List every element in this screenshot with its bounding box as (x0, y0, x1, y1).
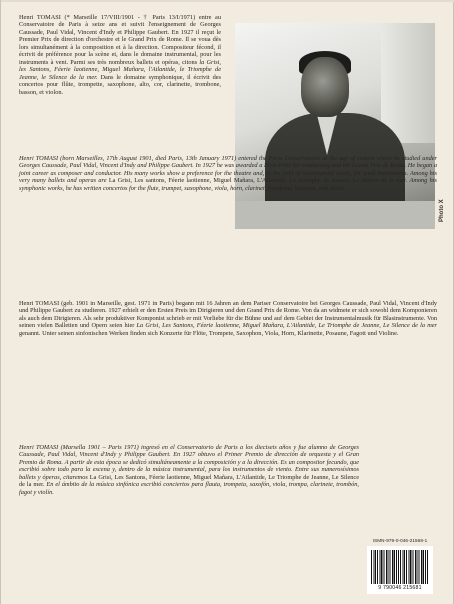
barcode-number: 9 790046 215681 (378, 585, 422, 591)
composer-photo (235, 23, 435, 229)
photo-figure-head (301, 57, 349, 117)
bio-spanish-text: Henri TOMASI (Marsella 1901 – Paris 1971) ingresó en el Conservatorio de Paris a los dieciseis años y fue alumno de Georges Caussade, Paul Vidal, Vincent d'Indy y Philippe Gaubert. En 1927 obtuvo el Primer Premio de dirección de orquesta y el Gran Premio de Roma. A partir de esta época se dedicó simultáneamente a la composición y a la dirección. Es un compositor fecundo, que escribió sobre todo para la escena y, dentro de la música instrumental, para los instrumentos de viento. Entre sus numerosísimos ballets y óperas, citaremos (19, 444, 359, 481)
bio-german-works: La Grisi, Les Santons, Féerie laotienne, Miguel Mañara, L'Atlantide, Le Triomphe de Jeanne, Le Silence de la mer (136, 322, 437, 330)
bio-spanish-text-end: En el ámbito de la música sinfónica escribió conciertos para flauta, trompeta, saxofón, viola, trompa, clarinete, trombón, fagot y violín. (19, 481, 359, 496)
bio-english-text: Henri TOMASI (born Marseilles, 17th August 1901, died Paris, 13th January 1971) entered the Paris Conservatoire at the age of sixteen where he studied under Georges Caussade, Paul Vidal, Vincent d'Indy and Philippe Gaubert. In 1927 he was awarded a First Prize for conducting and the Grand Prix de Rome. He began a joint career as composer and conductor. His many works show a preference for the theatre and, in the field of instrumental music, for wind instruments. Among his very many ballets and operas are (19, 155, 437, 185)
top-edge (1, 0, 454, 2)
bio-french-text-end: Dans le domaine symphonique, il écrivit des concertos pour flûte, trompette, saxophone, alto, cor, clarinette, trombone, basson, et violon. (19, 73, 221, 96)
photo-shelf (381, 23, 435, 143)
ismn-label: ISMN-979-0-046-21568-1 (372, 538, 428, 543)
barcode-icon (371, 550, 429, 584)
bio-german-text-end: genannt. Unter seinen sinfonischen Werken finden sich Konzerte für Flöte, Trompete, Saxophon, Viola, Horn, Klarinette, Posaune, Fagott und Violine. (19, 329, 399, 337)
photo-desk (235, 201, 435, 229)
bio-english-text-end: Among his symphonic works, he has written concertos for the flute, trumpet, saxophone, viola, horn, clarinet, trombone, bassoon, and violin. (19, 177, 437, 192)
bio-french (19, 14, 221, 96)
bio-german (19, 300, 437, 337)
bio-english (19, 155, 437, 192)
bio-german-text: Henri TOMASI (geb. 1901 in Marseille, gest. 1971 in Paris) begann mit 16 Jahren an dem Pariser Conservatoire bei Georges Caussade, Paul Vidal, Vincent d'Indy und Philippe Gaubert zu studieren. 1927 erhielt er den Ersten Preis im Dirigieren und den Grand Prix de Rome. Von da an widmete er sich sowohl dem Komponieren als auch dem Dirigieren. Als sehr produktiver Komponist schrieb er mit Vorliebe für die Bühne und auf dem Gebiet der Instrumentalmusik für Blasinstrumente. Von seinen vielen Balletten und Opern seien hier (19, 300, 437, 330)
bio-french-works: la Grisi, les Santons, Féerie laotienne, Miguel Mañara, l'Atlantide, le Triomphe de Jeanne, le Silence de la mer. (19, 58, 221, 81)
bio-spanish (19, 444, 359, 496)
bio-french-text: Henri TOMASI (* Marseille 17/VIII/1901 - † Paris 13/I/1971) entre au Conservatoire de Paris à seize ans et suivit l'enseignement de Georges Caussade, Paul Vidal, Vincent d'Indy et Philippe Gaubert. En 1927 il reçut le Premier Prix de direction d'orchestre et le Grand Prix de Rome. Il se voua dès lors simultanément à la composition et à la direction. Compositeur fécond, il écrivit de préférence pour la scène et, dans le domaine instrumental, pour les instruments à vent. Parmi ses très nombreux ballets et opéras, citons (19, 14, 221, 66)
bio-english-works: La Grisi, Les santons, Féerie laotienne, Miguel Mañara, L'Atlantide, Le triomphe de Jeanne, Le silence de la mer. (108, 177, 408, 185)
photo-credit: Photo X (439, 199, 445, 222)
bio-spanish-works: La Grisi, Les Santons, Féerie laotienne, Miguel Mañara, L'Atlantide, Le Triomphe de Jeanne, Le Silence de la mer. (19, 473, 359, 489)
